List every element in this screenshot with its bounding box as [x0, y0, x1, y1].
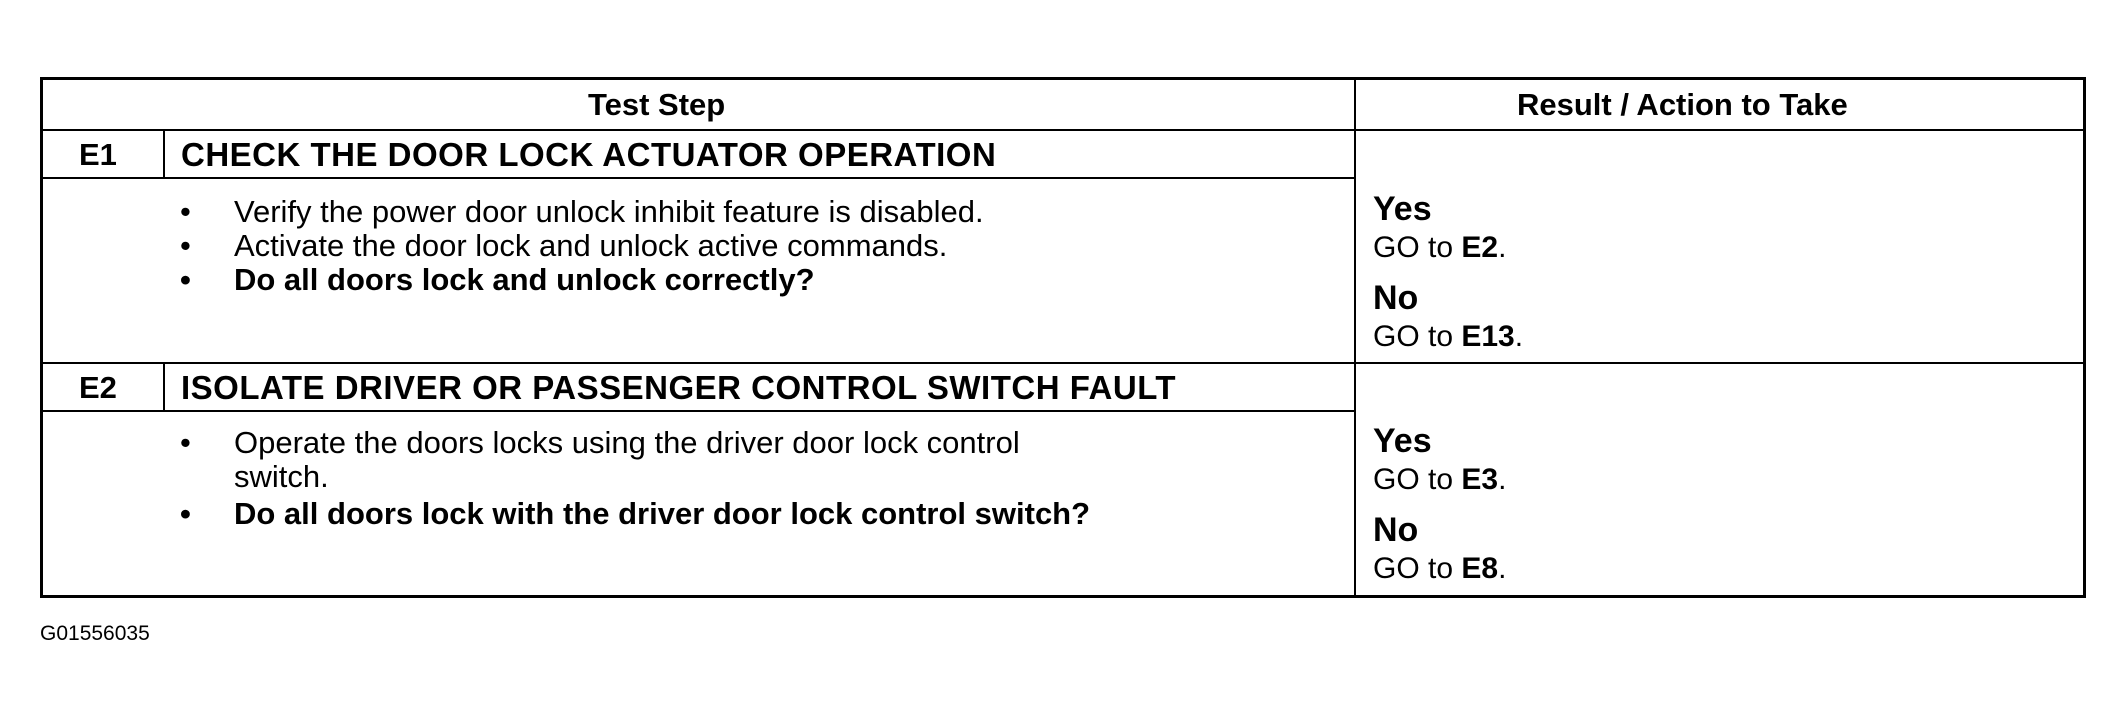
result-action-e1-no: GO to E13.	[1373, 320, 1524, 353]
step-title-e1: CHECK THE DOOR LOCK ACTUATOR OPERATION	[181, 136, 997, 173]
result-label-e1-no: No	[1373, 279, 1419, 317]
result-label-e2-yes: Yes	[1373, 422, 1432, 460]
header-test-step: Test Step	[588, 87, 726, 122]
header-divider	[40, 129, 2086, 131]
result-action-e1-yes: GO to E2.	[1373, 231, 1507, 264]
e2-id-divider	[163, 362, 165, 411]
bullet-icon: •	[180, 262, 191, 297]
step-title-e2: ISOLATE DRIVER OR PASSENGER CONTROL SWITCH FAULT	[181, 369, 1177, 406]
step-id-e2: E2	[79, 370, 117, 405]
bullet-icon: •	[180, 194, 191, 229]
bullet-icon: •	[180, 496, 191, 531]
e1-title-divider	[40, 177, 1355, 179]
e2-title-divider	[40, 410, 1355, 412]
row-divider	[40, 362, 2086, 364]
result-label-e1-yes: Yes	[1373, 190, 1432, 228]
figure-id: G01556035	[40, 622, 150, 645]
result-action-e2-yes: GO to E3.	[1373, 463, 1507, 496]
result-action-e2-no: GO to E8.	[1373, 552, 1507, 585]
bullet-icon: •	[180, 425, 191, 460]
bullet-icon: •	[180, 228, 191, 263]
column-divider	[1354, 77, 1356, 598]
header-result-action: Result / Action to Take	[1517, 87, 1848, 122]
result-label-e2-no: No	[1373, 511, 1419, 549]
e1-id-divider	[163, 129, 165, 178]
step-id-e1: E1	[79, 137, 117, 172]
